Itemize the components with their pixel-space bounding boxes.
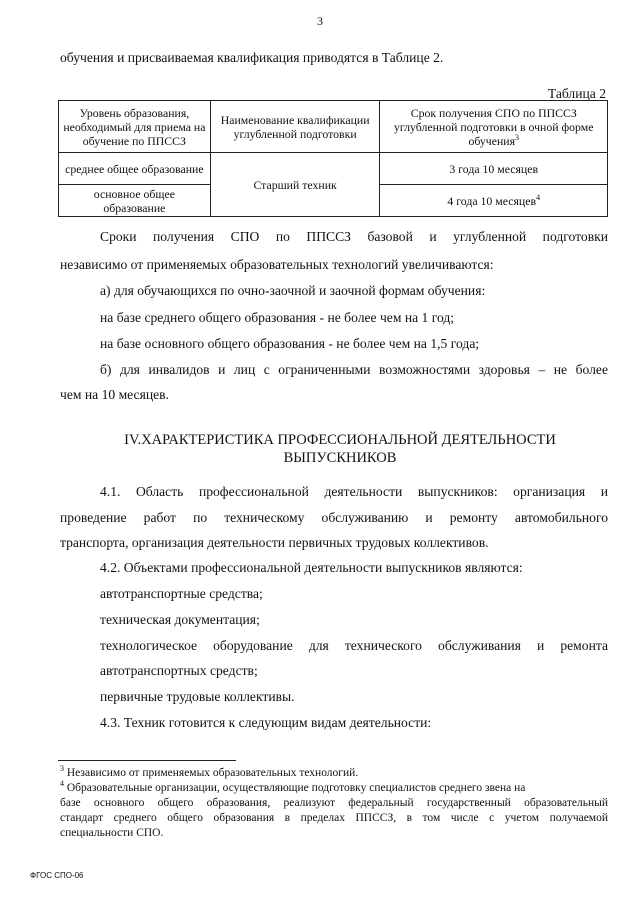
list-item: на базе основного общего образования - не более чем на 1,5 года; (100, 336, 480, 351)
table-cell (380, 185, 608, 217)
paragraph-line: 4.3. Техник готовится к следующим видам деятельности: (100, 715, 432, 730)
list-item: б) для инвалидов и лиц с ограниченными возможностями здоровья – не более (100, 362, 608, 377)
table-cell (59, 153, 211, 185)
term-text: 3 года 10 месяцев (449, 161, 539, 176)
footnote-ref: 3 (515, 132, 520, 142)
qualification-text: Старший техник (253, 177, 337, 192)
table-cell (59, 185, 211, 217)
paragraph-line: независимо от применяемых образовательных технологий увеличиваются: (60, 257, 494, 272)
footer-stamp: ФГОС СПО-06 (30, 871, 84, 880)
table-header-row (59, 101, 608, 153)
list-item: автотранспортные средства; (100, 586, 263, 601)
list-item: на базе среднего общего образования - не более чем на 1 год; (100, 310, 455, 325)
table-cell (380, 153, 608, 185)
footnote-ref: 4 (536, 192, 541, 202)
paragraph-line: транспорта, организация деятельности первичных трудовых коллективов. (60, 535, 489, 550)
footnote-4 (60, 781, 525, 796)
table-header-cell (59, 101, 211, 153)
list-item: чем на 10 месяцев. (60, 387, 169, 402)
intro-line: обучения и присваиваемая квалификация приводятся в Таблице 2. (60, 50, 444, 65)
list-item: а) для обучающихся по очно-заочной и заочной формам обучения: (100, 283, 486, 298)
header-text: Срок получения СПО по ППССЗ углубленной подготовки в очной форме обучения (393, 105, 594, 148)
paragraph-line: проведение работ по техническому обслуживанию и ремонту автомобильного (60, 510, 608, 525)
footnote-text: Независимо от применяемых образовательных технологий. (66, 767, 359, 779)
level-text: основное общее образование (93, 186, 175, 215)
paragraph-line: 4.2. Объектами профессиональной деятельности выпускников являются: (100, 560, 523, 575)
footnote-text: Образовательные организации, осуществляющие подготовку специалистов среднего звена на (66, 782, 526, 794)
table-header-cell (210, 101, 380, 153)
footnote-line: базе основного общего образования, реализуют федеральный государственный образовательный (60, 797, 608, 809)
footnote-divider (58, 760, 236, 761)
table-caption: Таблица 2 (547, 86, 606, 101)
list-item: автотранспортных средств; (100, 663, 258, 678)
footnote-mark: 3 (60, 764, 64, 774)
qualification-table (58, 100, 608, 217)
table-cell (210, 153, 380, 217)
list-item: техническая документация; (100, 612, 260, 627)
table-row (59, 153, 608, 185)
paragraph-line: 4.1. Область профессиональной деятельности выпускников: организация и (100, 484, 608, 499)
footnote-mark: 4 (60, 779, 64, 789)
section-heading: ВЫПУСКНИКОВ (283, 450, 397, 466)
page-number: 3 (317, 14, 323, 28)
footnote-line: специальности СПО. (60, 827, 164, 839)
table-header-cell (380, 101, 608, 153)
list-item: технологическое оборудование для технического обслуживания и ремонта (100, 638, 608, 653)
paragraph-line: Сроки получения СПО по ППССЗ базовой и углубленной подготовки (100, 229, 608, 244)
term-text: 4 года 10 месяцев (447, 193, 537, 208)
level-text: среднее общее образование (65, 161, 204, 176)
footnote-3 (60, 766, 358, 781)
header-text: Уровень образования, необходимый для приема на обучение по ППССЗ (63, 105, 206, 148)
section-heading: IV.ХАРАКТЕРИСТИКА ПРОФЕССИОНАЛЬНОЙ ДЕЯТЕЛЬНОСТИ (124, 432, 556, 448)
footnote-line: стандарт среднего общего образования в пределах ППССЗ, в том числе с учетом получаемой (60, 812, 608, 824)
list-item: первичные трудовые коллективы. (100, 689, 295, 704)
header-text: Наименование квалификации углубленной подготовки (220, 112, 370, 141)
